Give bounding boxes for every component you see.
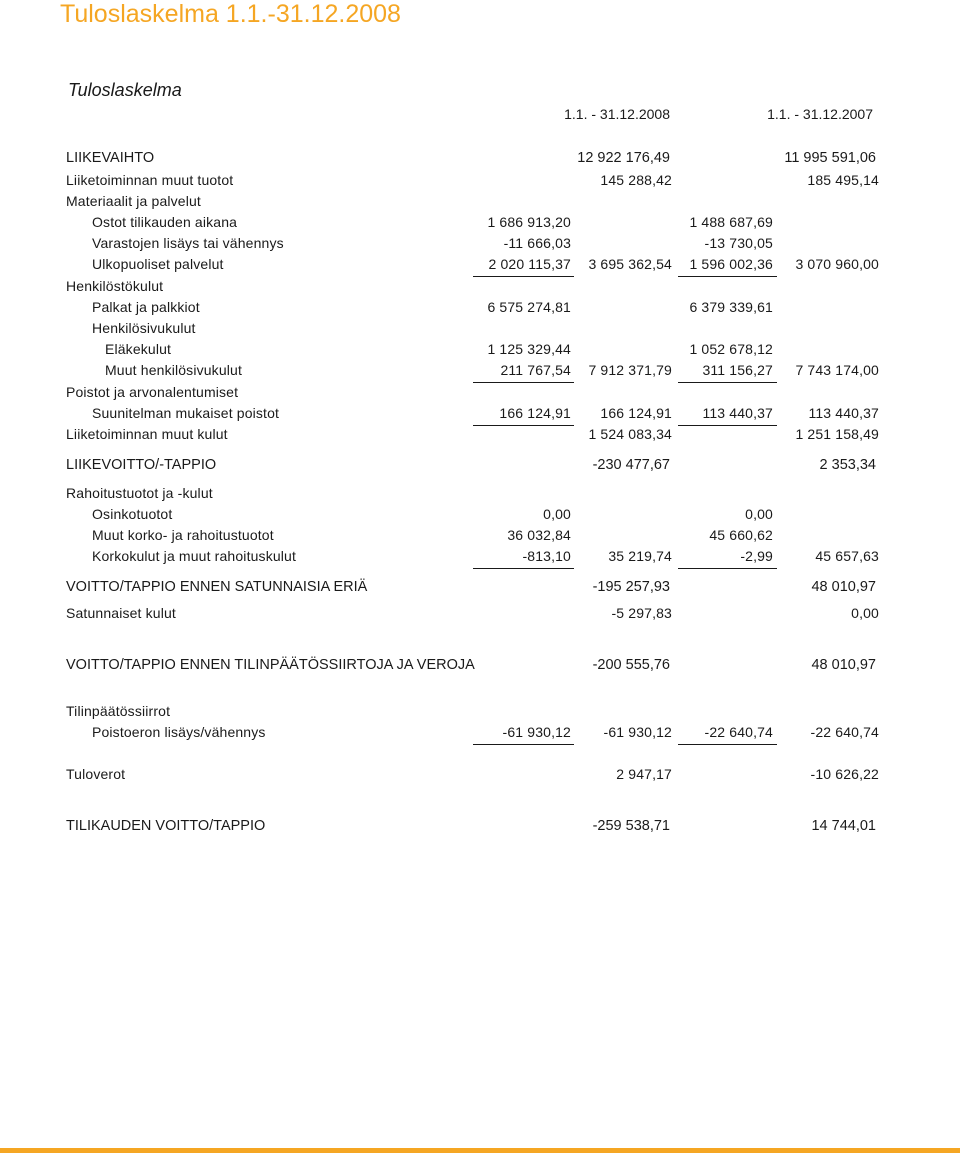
statement-row — [0, 724, 960, 744]
period-header-previous: 1.1. - 31.12.2007 — [767, 106, 873, 122]
amount-cur-sub: 2 020 115,37 — [488, 256, 571, 272]
amount-cur-total: 12 922 176,49 — [577, 150, 670, 166]
amount-prev-total: 2 353,34 — [819, 457, 876, 473]
amount-cur-sub: -11 666,03 — [503, 235, 571, 251]
statement-row — [0, 506, 960, 526]
statement-row — [0, 703, 960, 723]
amount-prev-sub: 0,00 — [745, 506, 773, 522]
row-label: Ostot tilikauden aikana — [92, 214, 238, 230]
subtotal-underline-current — [473, 568, 574, 569]
amount-prev-sub: 1 052 678,12 — [689, 341, 773, 357]
subtotal-underline-previous — [678, 382, 777, 383]
amount-cur-sub: 6 575 274,81 — [487, 299, 571, 315]
row-label: Suunitelman mukaiset poistot — [92, 405, 280, 421]
row-label: VOITTO/TAPPIO ENNEN TILINPÄÄTÖSSIIRTOJA JA VEROJA — [66, 657, 475, 673]
amount-cur-sub: 0,00 — [543, 506, 571, 522]
row-label: TILIKAUDEN VOITTO/TAPPIO — [66, 818, 266, 834]
statement-row — [0, 548, 960, 568]
row-label: VOITTO/TAPPIO ENNEN SATUNNAISIA ERIÄ — [66, 579, 368, 595]
row-label: Muut korko- ja rahoitustuotot — [92, 527, 274, 543]
statement-row — [0, 299, 960, 319]
period-header-current: 1.1. - 31.12.2008 — [564, 106, 670, 122]
page-title: Tuloslaskelma 1.1.-31.12.2008 — [60, 0, 401, 28]
amount-cur-sub: 1 125 329,44 — [487, 341, 571, 357]
amount-prev-sub: -22 640,74 — [704, 724, 773, 740]
amount-prev-total: -10 626,22 — [810, 766, 879, 782]
statement-row — [0, 766, 960, 786]
amount-cur-total: 1 524 083,34 — [588, 426, 672, 442]
amount-prev-sub: -2,99 — [740, 548, 773, 564]
amount-prev-total: 45 657,63 — [815, 548, 879, 564]
amount-prev-total: 14 744,01 — [811, 818, 876, 834]
amount-cur-total: 145 288,42 — [600, 172, 672, 188]
row-label: Liiketoiminnan muut kulut — [66, 426, 228, 442]
bottom-accent-bar — [0, 1148, 960, 1153]
statement-row — [0, 341, 960, 361]
amount-cur-total: -259 538,71 — [592, 818, 670, 834]
amount-cur-total: -5 297,83 — [611, 605, 672, 621]
row-label: Poistoeron lisäys/vähennys — [92, 724, 266, 740]
statement-row — [0, 320, 960, 340]
statement-row — [0, 235, 960, 255]
row-label: LIIKEVAIHTO — [66, 150, 155, 166]
amount-cur-total: -200 555,76 — [592, 657, 670, 673]
amount-cur-total: 35 219,74 — [608, 548, 672, 564]
amount-cur-sub: 211 767,54 — [500, 362, 571, 378]
row-label: Muut henkilösivukulut — [105, 362, 242, 378]
amount-prev-sub: 311 156,27 — [702, 362, 773, 378]
statement-row — [0, 426, 960, 446]
row-label: Tilinpäätössiirrot — [66, 703, 171, 719]
amount-prev-total: 185 495,14 — [807, 172, 879, 188]
statement-row — [0, 405, 960, 425]
row-label: Eläkekulut — [105, 341, 172, 357]
row-label: LIIKEVOITTO/-TAPPIO — [66, 457, 217, 473]
row-label: Osinkotuotot — [92, 506, 173, 522]
row-label: Tuloverot — [66, 766, 126, 782]
row-label: Satunnaiset kulut — [66, 605, 176, 621]
amount-prev-total: 48 010,97 — [811, 657, 876, 673]
statement-row — [0, 818, 960, 838]
amount-prev-sub: 113 440,37 — [702, 405, 773, 421]
subtotal-underline-previous — [678, 276, 777, 277]
amount-prev-sub: 45 660,62 — [709, 527, 773, 543]
amount-cur-sub: -61 930,12 — [502, 724, 571, 740]
amount-prev-total: -22 640,74 — [810, 724, 879, 740]
statement-row — [0, 527, 960, 547]
statement-row — [0, 172, 960, 192]
statement-row — [0, 150, 960, 170]
row-label: Korkokulut ja muut rahoituskulut — [92, 548, 297, 564]
amount-cur-sub: 36 032,84 — [507, 527, 571, 543]
statement-row — [0, 193, 960, 213]
row-label: Palkat ja palkkiot — [92, 299, 200, 315]
statement-row — [0, 256, 960, 276]
amount-cur-total: 2 947,17 — [616, 766, 672, 782]
statement-row — [0, 579, 960, 599]
statement-row — [0, 657, 960, 677]
amount-prev-sub: 1 488 687,69 — [689, 214, 773, 230]
amount-cur-total: 166 124,91 — [600, 405, 672, 421]
subtotal-underline-previous — [678, 744, 777, 745]
row-label: Materiaalit ja palvelut — [66, 193, 201, 209]
subtotal-underline-previous — [678, 568, 777, 569]
row-label: Varastojen lisäys tai vähennys — [92, 235, 284, 251]
subtotal-underline-current — [473, 744, 574, 745]
amount-prev-sub: -13 730,05 — [704, 235, 773, 251]
statement-row — [0, 362, 960, 382]
subtotal-underline-current — [473, 276, 574, 277]
amount-prev-total: 113 440,37 — [808, 405, 879, 421]
amount-cur-total: 7 912 371,79 — [588, 362, 672, 378]
amount-cur-total: 3 695 362,54 — [588, 256, 672, 272]
amount-prev-total: 0,00 — [851, 605, 879, 621]
row-label: Poistot ja arvonalentumiset — [66, 384, 239, 400]
row-label: Henkilöstökulut — [66, 278, 164, 294]
amount-cur-total: -195 257,93 — [592, 579, 670, 595]
statement-row — [0, 485, 960, 505]
amount-prev-sub: 6 379 339,61 — [689, 299, 773, 315]
row-label: Liiketoiminnan muut tuotot — [66, 172, 234, 188]
section-title: Tuloslaskelma — [68, 80, 182, 100]
amount-cur-total: -61 930,12 — [603, 724, 672, 740]
amount-cur-total: -230 477,67 — [592, 457, 670, 473]
amount-prev-sub: 1 596 002,36 — [689, 256, 773, 272]
row-label: Ulkopuoliset palvelut — [92, 256, 224, 272]
amount-prev-total: 48 010,97 — [811, 579, 876, 595]
amount-cur-sub: 1 686 913,20 — [487, 214, 571, 230]
statement-row — [0, 278, 960, 298]
amount-prev-total: 11 995 591,06 — [784, 150, 876, 166]
statement-row — [0, 384, 960, 404]
amount-prev-total: 3 070 960,00 — [795, 256, 879, 272]
subtotal-underline-current — [473, 382, 574, 383]
statement-row — [0, 214, 960, 234]
statement-row — [0, 457, 960, 477]
row-label: Henkilösivukulut — [92, 320, 196, 336]
amount-cur-sub: -813,10 — [522, 548, 571, 564]
statement-row — [0, 605, 960, 625]
amount-prev-total: 1 251 158,49 — [795, 426, 879, 442]
amount-cur-sub: 166 124,91 — [499, 405, 571, 421]
amount-prev-total: 7 743 174,00 — [795, 362, 879, 378]
row-label: Rahoitustuotot ja -kulut — [66, 485, 213, 501]
